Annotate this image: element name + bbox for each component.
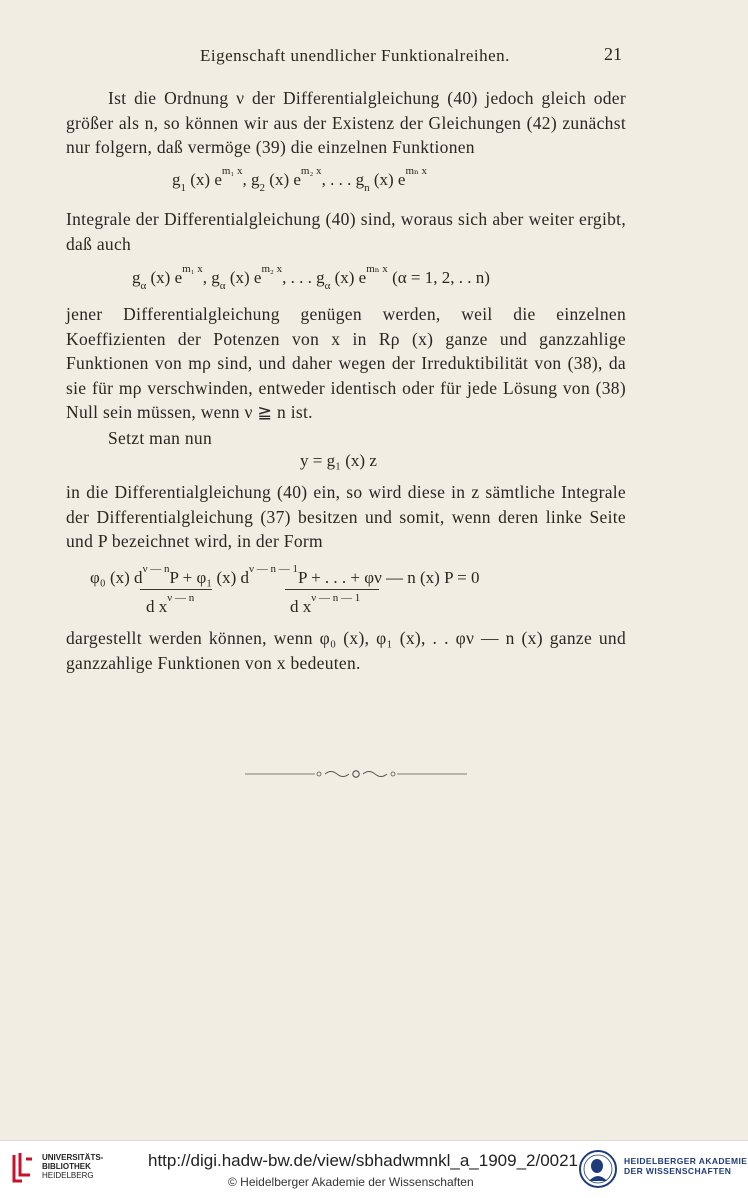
fraction-bar-2 (285, 589, 379, 590)
permalink-url[interactable]: http://digi.hadw-bw.de/view/sbhadwmnkl_a_1909_2/0021 (148, 1151, 579, 1170)
formula-functions: $g_1$ (x) $e^{m_1 x}$, $g_2$ (x) $e^{m_2 x}$, . . . $g_n$ (x) $e^{m_n x}$ (172, 165, 428, 194)
copyright-notice: © Heidelberger Akademie der Wissenschaften (228, 1175, 474, 1189)
academy-name: HEIDELBERGER AKADEMIE DER WISSENSCHAFTEN (624, 1156, 748, 1176)
university-library-name: UNIVERSITÄTS- BIBLIOTHEK HEIDELBERG (42, 1153, 104, 1180)
fraction-bar-1 (140, 589, 212, 590)
paragraph-1: Ist die Ordnung ν der Differentialgleichung (40) jedoch gleich oder größer als n, so können wir aus der Existenz der Gleichungen (42) zunächst nur folgern, daß vermöge (39) die einzelnen Funktionen (66, 88, 626, 157)
paragraph-2: Integrale der Differentialgleichung (40) sind, woraus sich aber weiter ergibt, daß auch (66, 209, 626, 254)
formula-differential-numerator: φ₀ (x) $d^{\nu — n}P + \varphi_1$ (x) $d^{\nu — n — 1}P$ + . . . + φν — n (x) P = 0 (90, 563, 480, 587)
paragraph-3: jener Differentialgleichung genügen werden, weil die einzelnen Koeffizienten der Potenzen von x in Rρ (x) ganze und ganzzahlige Funktionen von mρ sind, und daher wegen der Irreduktibilität von (38), da sie für mρ verschwinden, entweder identisch oder für jede Lösung von (38) Null sein müssen, wenn ν ≧ n ist. (66, 304, 626, 422)
paragraph-5: in die Differentialgleichung (40) ein, so wird diese in z sämtliche Integrale der Differentialgleichung (37) besitzen und somit, wenn deren linke Seite und P bezeichnet wird, in der Form (66, 482, 626, 551)
formula-alpha-functions: $g_\alpha$ (x) $e^{m_1 x}$, $g_\alpha$ (x) $e^{m_2 x}$, . . . $g_\alpha$ (x) $e^{m_n x}$ (α = 1, 2, . . n) (132, 263, 490, 292)
formula-denominator-2: d $x^{\nu — n — 1}$ (290, 592, 361, 616)
formula-substitution: y = g₁ (x) z (300, 451, 377, 470)
paragraph-6: dargestellt werden können, wenn φ₀ (x), φ₁ (x), . . φν — n (x) ganze und ganzzahlige Funktionen von x bedeuten. (66, 628, 626, 673)
academy-seal-icon (578, 1149, 618, 1189)
running-header: Eigenschaft unendlicher Funktionalreihen. (200, 46, 510, 65)
digitization-footer (0, 1140, 748, 1198)
university-library-logo-icon (8, 1151, 36, 1185)
page-number: 21 (604, 44, 622, 64)
paragraph-4: Setzt man nun (108, 428, 213, 448)
ornament-divider (245, 770, 467, 778)
formula-denominator-1: d $x^{\nu — n}$ (146, 592, 195, 616)
